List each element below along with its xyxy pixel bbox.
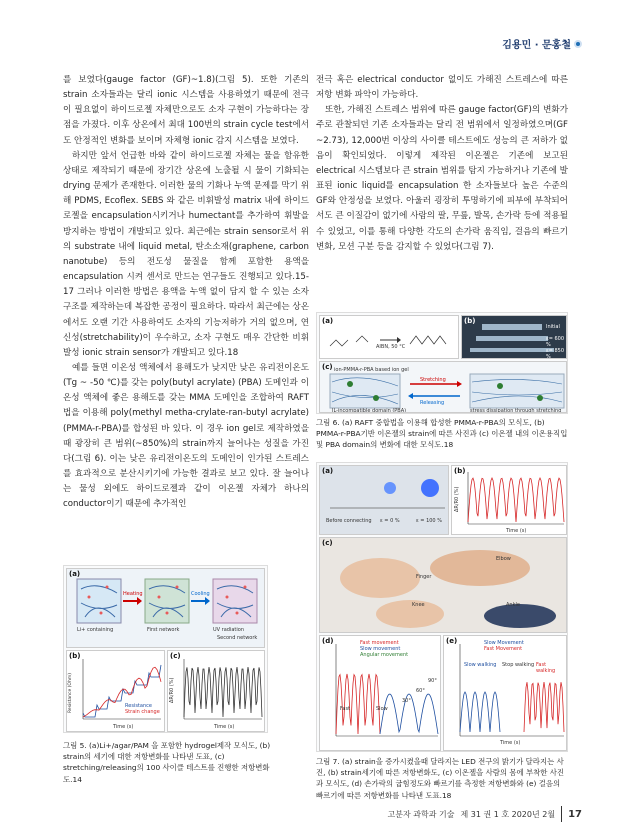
fig5-a-arrowhead1 (137, 597, 142, 605)
fig7-d-60: 60° (416, 688, 425, 694)
fig7-e-fast-walking: Fast walking (536, 662, 556, 674)
right-paragraph-1: 전극 혹은 electrical conductor 없이도 가해진 스트레스에 따른 저항 변화 파악이 가능하다. (316, 75, 568, 101)
fig7-e-fast-trace (524, 682, 564, 732)
fig5-a-uv: UV radiation (213, 627, 244, 633)
fig6-panel-b (461, 315, 567, 359)
fig7-d-legend-angular: Angular movement (360, 652, 409, 658)
fig5-b-xlabel: Time (s) (113, 724, 134, 730)
fig5-c-xlabel: Time (s) (214, 724, 235, 730)
fig6-c-domain: IL-incompatible domain (PBA) (332, 408, 407, 413)
fig7-e-xlabel: Time (s) (500, 740, 521, 746)
fig6-b-label: (b) (464, 317, 476, 325)
fig5-a-arrowhead2 (205, 597, 210, 605)
fig5-c-ylabel: ΔR/R0 (%) (169, 677, 175, 703)
figure-7-caption: 그림 7. (a) strain을 증가시켰을때 달라지는 LED 전구의 밝기가 달라지는 사진, (b) strain세기에 따른 저항변화도, (c) 이온젤을 사람의 몸에 부착한 사진과 모식도, (d) 손가락의 굽힘정도와 빠르기를 측정한 저항변화와 (e) 걸음의 빠르기에 따른 저항변화를 나타낸 도표.18 (316, 757, 565, 800)
fig5-b-ylabel: Resistance (Ohm) (68, 673, 73, 713)
fig5-b-legend-strain: Strain change (125, 709, 160, 715)
fig7-b-ylabel: ΔR/R0 (%) (454, 486, 460, 512)
fig7-d-fast-trace (336, 674, 380, 734)
page-number: 17 (568, 808, 582, 820)
fig6-b-850: ε= 850 % (546, 348, 565, 359)
fig7-d-90: 90° (428, 678, 437, 684)
header-dot-icon (574, 40, 582, 48)
fig7-e-chart (444, 636, 567, 751)
fig7-e-label: (e) (446, 637, 458, 645)
fig6-a-condition: AIBN, 50 °C (376, 344, 406, 350)
fig7-panel-d (319, 635, 441, 751)
fig7-b-label: (b) (454, 467, 466, 475)
footer-divider (561, 806, 562, 822)
fig7-e-slow-walking: Slow walking (464, 662, 497, 668)
fig7-panel-e (443, 635, 567, 751)
fig7-d-legend-fast: Fast movement (360, 640, 399, 646)
left-paragraph-1: 를 보였다(gauge factor (GF)~1.8)(그림 5). 또한 기존의 strain 소자들과는 달리 ionic 시스템을 사용하였기 때문에 전극이 필요없이 하이드로젤 자체만으로도 소자 구현이 가능하다는 장점을 가졌다. 이후 상온에서 최대 100번의 strain cycle test에서도 안정적인 변화를 보이며 자체형 ionic 감지 시스템을 보였다. (63, 75, 309, 146)
fig7-d-fast: Fast (340, 706, 351, 712)
fig6-panel-c (319, 361, 567, 413)
right-paragraph-2: 또한, 가해진 스트레스 범위에 따른 gauge factor(GF)의 변화가 주로 관찰되던 기존 소자들과는 달리 전 범위에서 일정하였으며(GF ~2.73), 12,000번 이상의 사이클 테스트에도 성능의 큰 저하가 없음이 확인되었다. 이렇게 제작된 이온젤은 기존에 보고된 electrical 시스템보다 큰 strain 범위를 탐지 가능하거나 기존에 발표된 ionic liquid를 encapsulation 한 소자들보다 높은 수준의 GF와 안정성을 보였다. 아울러 굉장히 투명하기에 피부에 부착되어서도 큰 이질감이 없기에 사람의 팔, 무릎, 발목, 손가락 등에 적용될 수 있었고, 이를 통해 다양한 각도의 손가락 움직임, 걸음의 빠르기 변화, 모션 구분 등을 감지할 수 있었다(그림 7). (316, 105, 568, 252)
fig6-c-dissipation: stress dissipation through stretching (470, 408, 562, 413)
fig7-e-legend-slow: Slow Movement (484, 640, 524, 646)
fig5-b-label: (b) (69, 652, 81, 660)
fig5-a-cooling: Cooling (191, 591, 210, 597)
fig7-panel-a (319, 465, 449, 535)
fig7-c-ankle: Ankle (506, 602, 520, 608)
fig7-b-xlabel: Time (s) (506, 528, 527, 534)
fig7-c-photos (320, 538, 567, 633)
figure-5 (63, 565, 268, 733)
fig7-e-stop-walking: Stop walking (502, 662, 535, 668)
fig7-c-label: (c) (322, 539, 333, 547)
fig5-a-li-containing: Li+ containing (77, 627, 114, 633)
left-paragraph-2: 하지만 앞서 언급한 바와 같이 하이드로젤 자체는 물을 함유한 상태로 제작되기 때문에 장기간 상온에 노출될 시 물이 기화되는 drying 문제가 존재한다. 이러한 물의 기화나 누액 문제를 막기 위해 PDMS, Ecoflex. SEBS 와 같은 비휘발성 matrix 내에 하이드로젤을 encapsulation시키거나 humectant를 추가하여 휘발을 방지하는 방법이 개발되고 있다. 최근에는 strain sensor로서 위의 substrate 내에 liquid metal, 탄소소재(graphene, carbon nanotube) 등의 전도성 물질을 함께 포함한 용액을 encapsulation 시켜 센서로 만드는 연구들도 진행되고 있다.15-17 그러나 이러한 방법은 용액을 누액 없이 담지 할 수 있는 소자 구조를 제작하는데 복잡한 공정이 필요하다. 따라서 최근에는 상온에서도 오랜 기간 사용하여도 소자의 기능저하가 거의 없으며, 연신성(stretchability)이 우수하고, 소자 구현도 매우 간단한 비휘발성 ionic strain sensor가 개발되고 있다.18 (63, 150, 309, 358)
figure-5-caption: 그림 5. (a)Li+/agar/PAM 을 포함한 hydrogel제작 모식도, (b) strain의 세기에 대한 저항변화를 나타낸 도표, (c) stretching/releasing의 100 사이클 테스트를 진행한 저항변화도.14 (63, 741, 271, 784)
fig5-b-chart (67, 651, 165, 732)
fig7-d-label: (d) (322, 637, 334, 645)
fig6-c-iongel: ion-PMMA-r-PBA based ion gel (334, 367, 409, 373)
fig5-c-label: (c) (170, 652, 181, 660)
fig7-d-slow: Slow (376, 706, 388, 712)
left-text-column (63, 73, 309, 513)
fig5-a-heating: Heating (123, 591, 143, 597)
footer-journal: 고분자 과학과 기술 (387, 809, 455, 819)
footer-issue: 제 31 권 1 호 2020년 2월 (460, 809, 556, 819)
fig5-panel-a (66, 568, 265, 648)
fig6-panel-a (319, 315, 459, 359)
fig5-panel-c (167, 650, 265, 732)
fig6-a-label: (a) (322, 317, 334, 325)
left-paragraph-3: 예를 들면 이온성 액체에서 용해도가 낮지만 낮은 유리전이온도 (Tg ~ -50 ℃)를 갖는 poly(butyl acrylate) (PBA) 도메인과 이온성 액체에 좋은 용해도를 갖는 MMA 도메인을 조합하여 RAFT법을 이용해 poly(methyl metha-crylate-ran-butyl acrylate) (PMMA-r-PBA)를 합성된 바 있다. 이 경우 ion gel로 제작하였을 때 광장히 큰 범위(~850%)의 strain까지 늘어나는 성질을 가진다(그림 6). 이는 낮은 유리전이온도의 도메인이 인가된 스트레스를 효과적으로 분산시키기에 가능한 결과로 보고 있다. 잘 늘어나는 물성 외에도 하이드로젤과 같이 이온젤 자체가 하나의 conductor이기 때문에 추가적인 (63, 362, 309, 510)
fig6-a-scheme (320, 316, 459, 359)
fig6-b-600: ε= 600 % (546, 336, 565, 348)
fig7-d-30: 30° (402, 698, 411, 704)
fig6-b-initial: Initial (546, 324, 560, 330)
fig7-b-chart (452, 466, 567, 535)
fig7-e-legend-fast: Fast Movement (484, 646, 523, 652)
fig7-b-trace (468, 478, 564, 522)
fig7-a-label: (a) (322, 467, 334, 475)
fig7-a-photo (320, 466, 449, 535)
running-header (502, 36, 582, 51)
header-authors: 김용민 · 문홍철 (502, 40, 571, 51)
fig5-a-first-network: First network (147, 627, 180, 633)
figure-7 (316, 462, 568, 752)
fig7-c-elbow: Elbow (496, 556, 511, 562)
fig5-panel-b (66, 650, 165, 732)
fig5-a-label: (a) (69, 570, 81, 578)
page-footer (388, 806, 582, 822)
fig7-d-legend-slow: Slow movement (360, 646, 401, 652)
fig5-b-legend-resistance: Resistance (125, 703, 152, 709)
fig7-a-eps100: ε = 100 % (416, 518, 442, 524)
fig5-a-second-network: Second network (217, 635, 258, 641)
fig6-c-label: (c) (322, 363, 333, 371)
fig7-c-knee: Knee (412, 602, 425, 608)
fig7-e-slow-trace (460, 692, 500, 732)
figure-6 (316, 312, 568, 414)
fig7-a-eps0: ε = 0 % (380, 518, 400, 524)
fig6-c-releasing: Releasing (420, 400, 445, 406)
fig7-panel-b (451, 465, 567, 535)
right-text-column (316, 73, 568, 255)
fig5-c-chart (168, 651, 265, 732)
fig7-a-before: Before connecting (326, 518, 372, 524)
figure-6-caption: 그림 6. (a) RAFT 중합법을 이용해 합성한 PMMA-r-PBA의 모식도, (b) PMMA-r-PBA기반 이온젤의 strain에 따른 사진과 (c) 이온젤 내의 이온용직입 및 PBA domain의 변화에 대한 모식도.18 (316, 418, 568, 450)
fig7-c-finger: Finger (416, 574, 432, 580)
fig6-c-stretching: Stretching (420, 377, 446, 383)
fig5-c-cycle-trace (184, 667, 262, 717)
fig7-panel-c (319, 537, 567, 633)
